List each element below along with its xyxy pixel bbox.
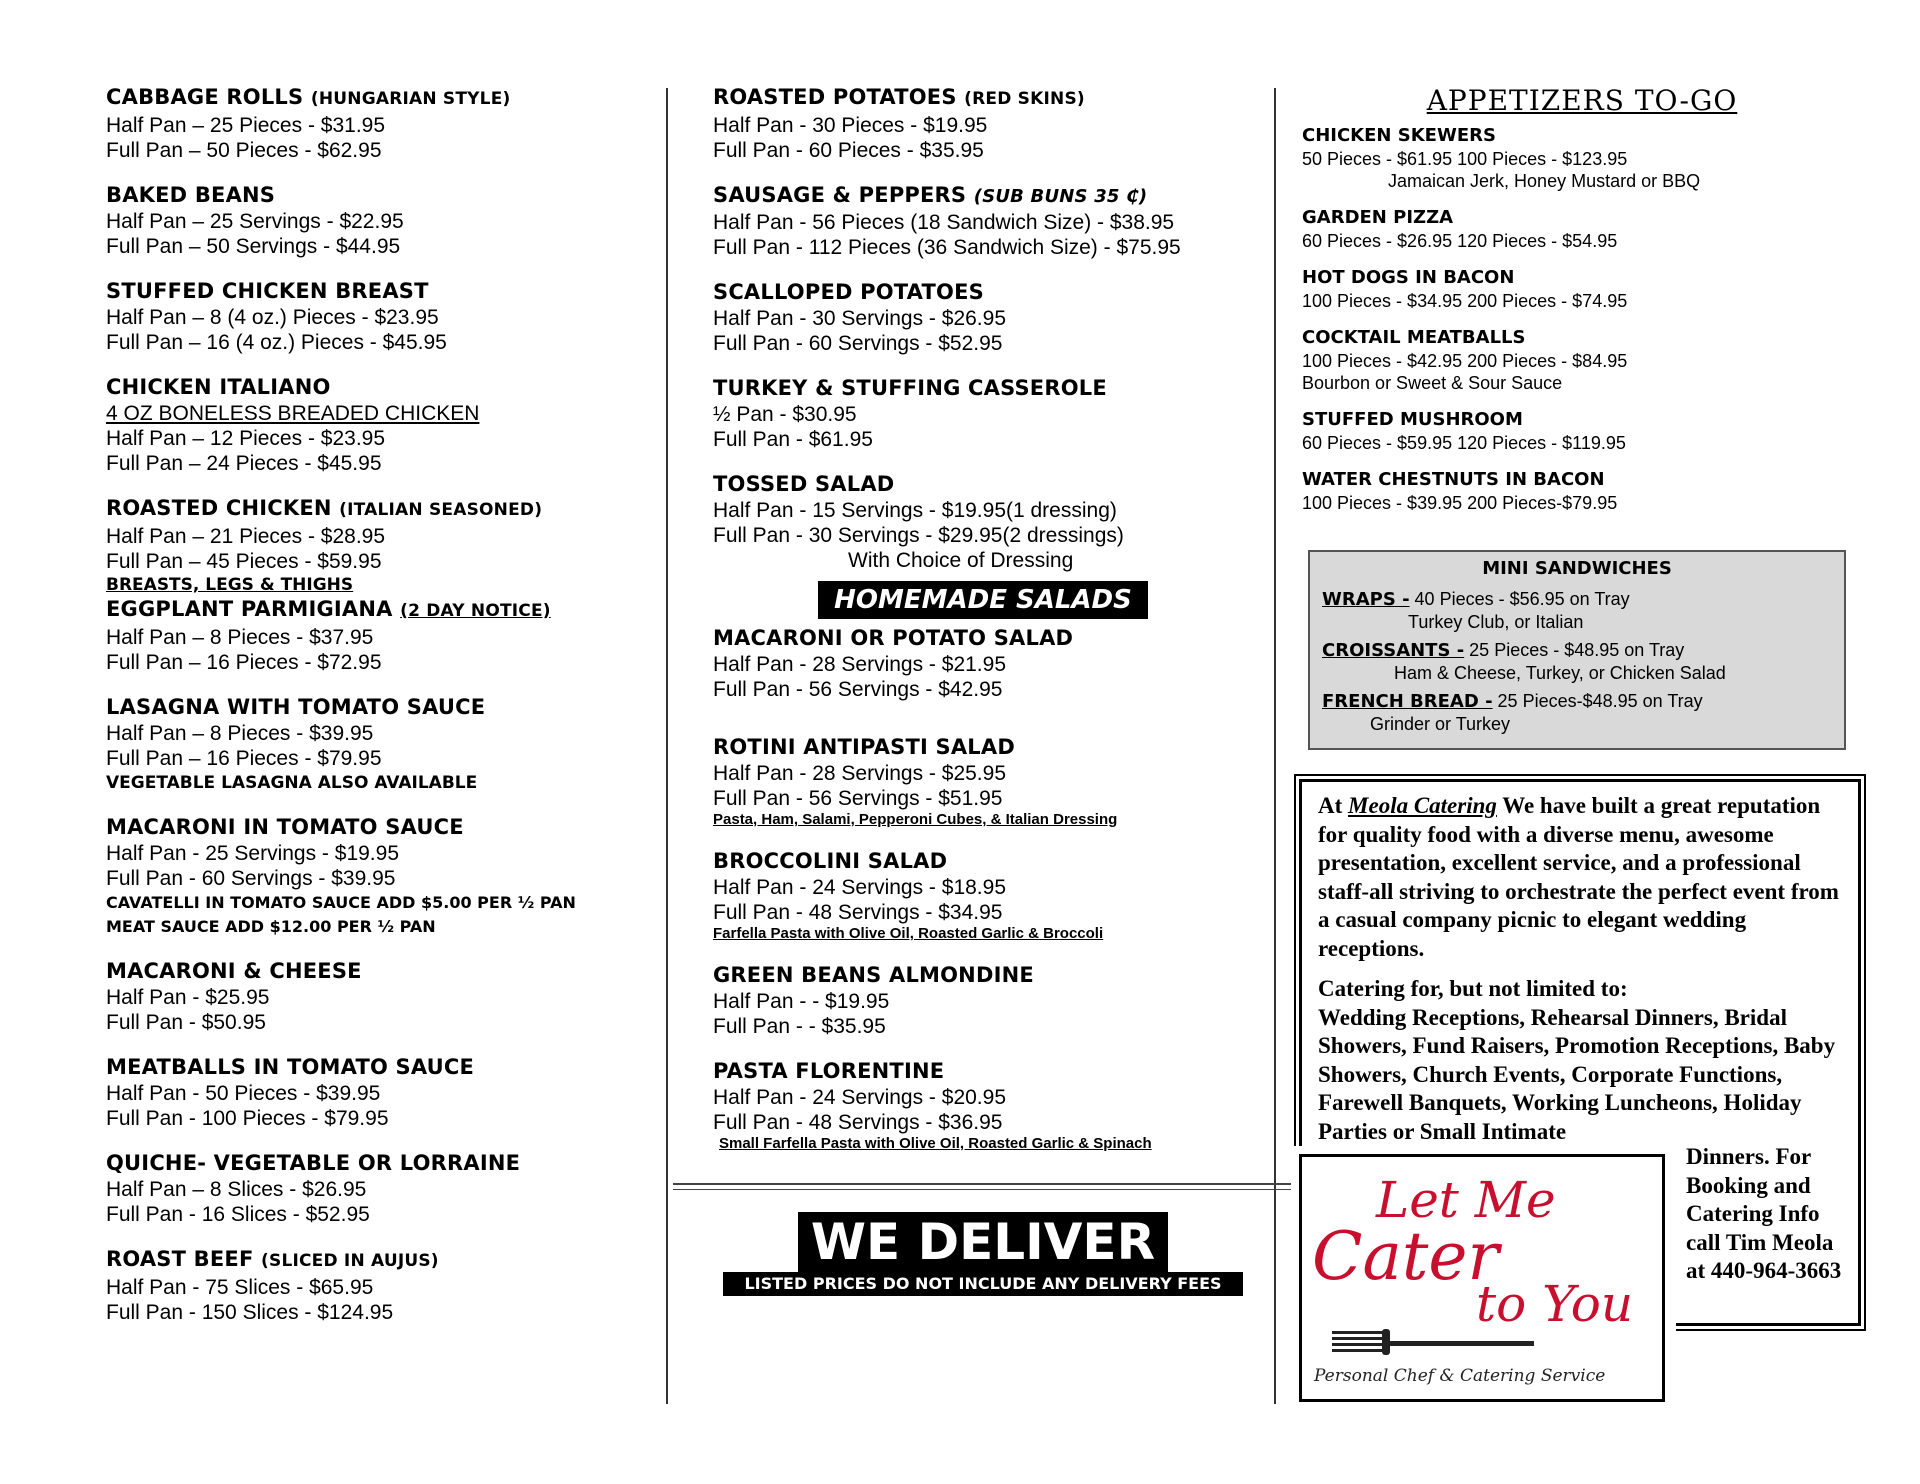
item-title: STUFFED MUSHROOM [1302,409,1523,430]
item-note: BREASTS, LEGS & THIGHS [106,575,354,595]
svg-text:Personal Chef & Catering Servi: Personal Chef & Catering Service [1314,1366,1606,1386]
menu-item [713,734,1253,829]
price-line: 50 Pieces - $61.95 100 Pieces - $123.95 [1302,149,1628,169]
menu-item [713,1058,1253,1153]
appetizer-item [1302,408,1862,454]
item-title: SAUSAGE & PEPPERS (SUB BUNS 35 ₵) [713,183,1148,207]
appetizer-item [1302,326,1862,394]
price-line: Full Pan - $61.95 [713,428,873,451]
price-line: 100 Pieces - $42.95 200 Pieces - $84.95 [1302,351,1628,371]
price-line: Full Pan - 16 Slices - $52.95 [106,1203,370,1226]
item-title: BAKED BEANS [106,183,276,207]
price-line: 60 Pieces - $26.95 120 Pieces - $54.95 [1302,231,1618,251]
item-title: TURKEY & STUFFING CASSEROLE [713,376,1107,400]
item-title: STUFFED CHICKEN BREAST [106,279,429,303]
item-description: Pasta, Ham, Salami, Pepperoni Cubes, & Italian Dressing [713,811,1118,828]
price-line: Full Pan – 50 Pieces - $62.95 [106,139,382,162]
price-line: Full Pan - 48 Servings - $34.95 [713,901,1003,924]
menu-item [106,1246,666,1325]
services-paragraph: Catering for, but not limited to: Wedding Receptions, Rehearsal Dinners, Bridal Showers, Fund Raisers, Promotion Receptions, Baby Showers, Church Events, Corporate Functions, Farewell Banquets, Working Luncheons, Holiday Parties or Small Intimate [1318,976,1836,1144]
menu-item [106,495,666,596]
item-title: MACARONI IN TOMATO SAUCE [106,815,464,839]
menu-item [106,596,666,675]
price-line: Half Pan - 30 Pieces - $19.95 [713,114,988,137]
price-line: 100 Pieces - $39.95 200 Pieces-$79.95 [1302,493,1618,513]
item-title: GREEN BEANS ALMONDINE [713,963,1034,987]
price-line: Half Pan - 15 Servings - $19.95(1 dressing) [713,499,1117,522]
menu-item [106,1054,666,1131]
appetizer-item [1302,124,1862,192]
price-line: Full Pan - 60 Pieces - $35.95 [713,139,984,162]
item-title: MACARONI OR POTATO SALAD [713,626,1074,650]
price-line: Full Pan - 60 Servings - $39.95 [106,867,396,890]
price-line: Full Pan – 16 Pieces - $72.95 [106,651,382,674]
item-title: MACARONI & CHEESE [106,959,362,983]
menu-item [106,84,666,163]
menu-item [106,694,666,795]
logo-graphic [1302,1157,1662,1399]
price-line: Full Pan - - $35.95 [713,1015,886,1038]
menu-item [713,182,1253,260]
price-line: Half Pan - 56 Pieces (18 Sandwich Size) - $38.95 [713,211,1175,234]
item-title: ROTINI ANTIPASTI SALAD [713,735,1015,759]
price-line: Full Pan - 56 Servings - $42.95 [713,678,1003,701]
menu-item [106,374,666,476]
price-line: Full Pan - 60 Servings - $52.95 [713,332,1003,355]
menu-item [713,625,1253,702]
item-title: EGGPLANT PARMIGIANA (2 DAY NOTICE) [106,597,551,621]
menu-item [106,182,666,259]
let-me-cater-to-you-logo [1299,1154,1665,1402]
item-title: CHICKEN ITALIANO [106,375,331,399]
item-title: CHICKEN SKEWERS [1302,125,1496,146]
item-description: 4 OZ BONELESS BREADED CHICKEN [106,402,480,425]
price-line: Half Pan – 8 (4 oz.) Pieces - $23.95 [106,306,439,329]
price-line: Half Pan - 50 Pieces - $39.95 [106,1082,381,1105]
price-line: 100 Pieces - $34.95 200 Pieces - $74.95 [1302,291,1628,311]
price-line: Half Pan – 12 Pieces - $23.95 [106,427,386,450]
price-line: Half Pan – 25 Servings - $22.95 [106,210,404,233]
mini-sandwich-row: CROISSANTS - 25 Pieces - $48.95 on Tray Ham & Cheese, Turkey, or Chicken Salad [1322,639,1832,684]
price-line: Full Pan – 45 Pieces - $59.95 [106,550,382,573]
menu-item [713,962,1253,1039]
price-line: Full Pan - 150 Slices - $124.95 [106,1301,394,1324]
appetizer-item [1302,468,1862,514]
price-line: Full Pan - 30 Servings - $29.95(2 dressings) [713,524,1124,547]
item-title: WATER CHESTNUTS IN BACON [1302,469,1605,490]
svg-text:to You: to You [1476,1275,1634,1333]
mini-sandwich-row: FRENCH BREAD - 25 Pieces-$48.95 on Tray Grinder or Turkey [1322,690,1832,735]
mini-sandwich-options: Ham & Cheese, Turkey, or Chicken Salad [1394,663,1726,683]
item-title: TOSSED SALAD [713,472,895,496]
item-title: ROASTED POTATOES (RED SKINS) [713,85,1085,109]
price-line: Half Pan - 24 Servings - $20.95 [713,1086,1006,1109]
price-line: Half Pan - 28 Servings - $21.95 [713,653,1006,676]
item-title: QUICHE- VEGETABLE OR LORRAINE [106,1151,521,1175]
mini-sandwiches-box [1308,550,1846,750]
menu-column-1 [106,84,666,1344]
price-line: Full Pan - 100 Pieces - $79.95 [106,1107,389,1130]
item-title: BROCCOLINI SALAD [713,849,948,873]
item-note: CAVATELLI IN TOMATO SAUCE ADD $5.00 PER ½ PAN [106,893,576,912]
appetizers-column [1302,84,1862,528]
price-line: 60 Pieces - $59.95 120 Pieces - $119.95 [1302,433,1626,453]
item-title: HOT DOGS IN BACON [1302,267,1515,288]
menu-item [106,1150,666,1227]
double-divider [673,1183,1293,1190]
price-line: Full Pan – 24 Pieces - $45.95 [106,452,382,475]
appetizers-title: APPETIZERS TO-GO [1426,84,1738,117]
price-line: Half Pan - $25.95 [106,986,270,1009]
menu-item [106,814,666,939]
menu-item [713,848,1253,943]
about-paragraph: At Meola Catering We have built a great reputation for quality food with a diverse menu, awesome presentation, excellent service, and a professional staff-all striving to orchestrate the perfect event from a casual company picnic to elegant wedding receptions. [1318,793,1839,961]
price-line: Half Pan – 8 Pieces - $39.95 [106,722,374,745]
price-line: Half Pan – 25 Pieces - $31.95 [106,114,386,137]
item-title: CABBAGE ROLLS (HUNGARIAN STYLE) [106,85,511,109]
appetizer-item [1302,266,1862,312]
price-line: Full Pan - $50.95 [106,1011,266,1034]
menu-item [713,84,1253,163]
price-line: Half Pan - 28 Servings - $25.95 [713,762,1006,785]
price-line: Full Pan – 50 Servings - $44.95 [106,235,401,258]
price-line: ½ Pan - $30.95 [713,403,857,426]
booking-contact: Dinners. For Booking and Catering Info call Tim Meola at 440-964-3663 [1686,1144,1842,1283]
price-line: Full Pan - 112 Pieces (36 Sandwich Size) - $75.95 [713,236,1181,259]
menu-item [106,278,666,355]
price-line: Half Pan - 30 Servings - $26.95 [713,307,1006,330]
item-title: MEATBALLS IN TOMATO SAUCE [106,1055,475,1079]
item-note: MEAT SAUCE ADD $12.00 PER ½ PAN [106,917,436,936]
item-note: VEGETABLE LASAGNA ALSO AVAILABLE [106,773,478,793]
item-title: PASTA FLORENTINE [713,1059,945,1083]
we-deliver-banner: WE DELIVER [798,1212,1168,1272]
item-title: ROASTED CHICKEN (ITALIAN SEASONED) [106,496,543,520]
item-title: ROAST BEEF (SLICED IN AUJUS) [106,1247,439,1271]
company-name: Meola Catering [1348,793,1497,818]
price-line: Full Pan - 48 Servings - $36.95 [713,1111,1003,1134]
price-line: Half Pan – 8 Slices - $26.95 [106,1178,367,1201]
item-note: Bourbon or Sweet & Sour Sauce [1302,373,1563,393]
item-title: SCALLOPED POTATOES [713,280,984,304]
menu-item [106,958,666,1035]
mini-sandwich-options: Turkey Club, or Italian [1408,612,1584,632]
price-line: Full Pan - 56 Servings - $51.95 [713,787,1003,810]
item-note: Jamaican Jerk, Honey Mustard or BBQ [1388,171,1701,191]
item-description: Small Farfella Pasta with Olive Oil, Roasted Garlic & Spinach [719,1135,1152,1152]
menu-column-2 [713,84,1253,1296]
price-line: Full Pan – 16 Pieces - $79.95 [106,747,382,770]
menu-item [713,471,1253,573]
price-line: Half Pan - - $19.95 [713,990,890,1013]
column-divider-1 [666,88,668,1404]
svg-text:Let Me: Let Me [1376,1171,1556,1229]
homemade-salads-banner: HOMEMADE SALADS [818,581,1148,619]
item-title: LASAGNA WITH TOMATO SAUCE [106,695,486,719]
price-line: Half Pan - 75 Slices - $65.95 [106,1276,374,1299]
menu-item [713,279,1253,356]
item-title: COCKTAIL MEATBALLS [1302,327,1526,348]
appetizer-item [1302,206,1862,252]
price-line: Half Pan – 21 Pieces - $28.95 [106,525,386,548]
svg-text:Cater: Cater [1312,1218,1499,1295]
price-line: Half Pan - 24 Servings - $18.95 [713,876,1006,899]
mini-sandwiches-title: MINI SANDWICHES [1482,558,1672,579]
mini-sandwich-row: WRAPS - 40 Pieces - $56.95 on Tray Turkey Club, or Italian [1322,588,1832,633]
column-divider-2 [1274,88,1276,1404]
item-title: GARDEN PIZZA [1302,207,1454,228]
price-line: Full Pan – 16 (4 oz.) Pieces - $45.95 [106,331,447,354]
item-description: Farfella Pasta with Olive Oil, Roasted Garlic & Broccoli [713,925,1104,942]
price-line: Half Pan - 25 Servings - $19.95 [106,842,399,865]
item-note: With Choice of Dressing [848,549,1074,572]
mini-sandwich-options: Grinder or Turkey [1370,714,1511,734]
menu-item [713,375,1253,452]
delivery-fee-note: LISTED PRICES DO NOT INCLUDE ANY DELIVERY FEES [723,1272,1243,1296]
price-line: Half Pan – 8 Pieces - $37.95 [106,626,374,649]
